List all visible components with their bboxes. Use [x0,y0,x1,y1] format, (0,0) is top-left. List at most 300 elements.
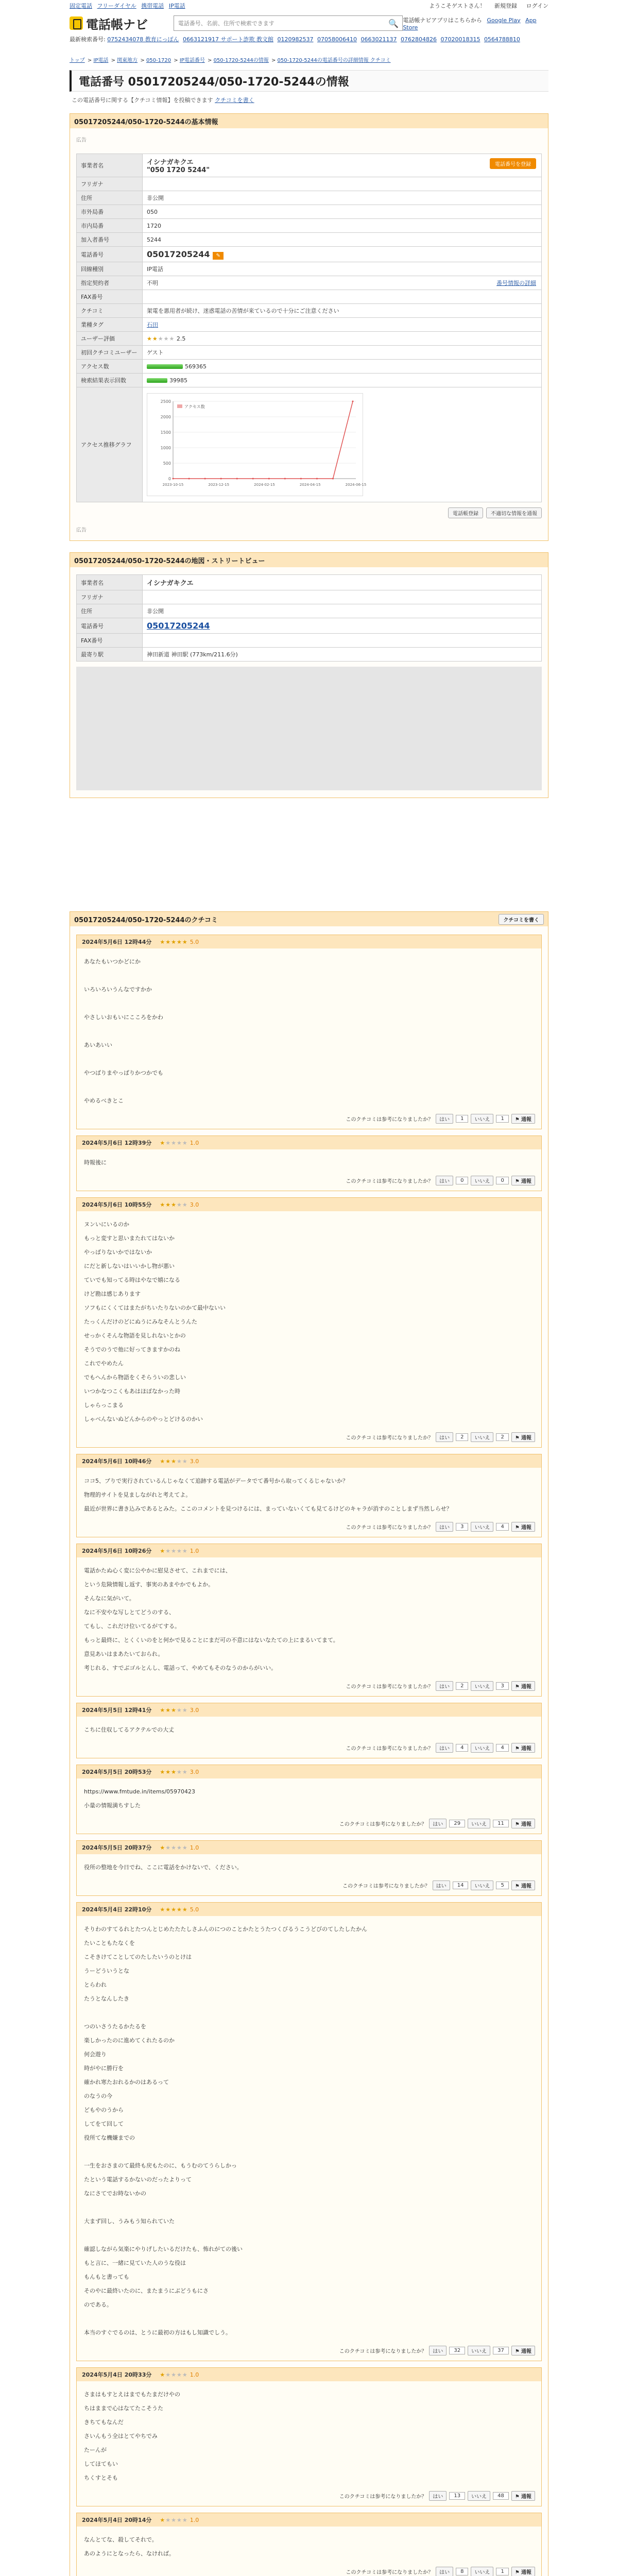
data-point [284,478,286,480]
search-count: 39985 [169,377,187,384]
helpful-question: このクチコミは参考になりましたか？ [346,1746,434,1752]
table-row [77,575,542,590]
review-stars: ★★★★★ [160,938,188,945]
welcome-text: ようこそゲストさん！ [428,3,486,9]
verified-badge: ✎ [213,252,223,260]
report-review-button[interactable]: ⚑ 通報 [511,1880,535,1890]
row-label: 業種タグ [77,318,143,332]
recent-item[interactable]: 0120982537 [277,36,314,43]
table-row [77,154,542,177]
no-count: 37 [493,2347,509,2354]
yes-count: 2 [456,1682,468,1690]
helpful-yes-button[interactable]: はい [436,1522,453,1532]
row-label: アクセス数 [77,360,143,374]
helpful-yes-button[interactable]: はい [436,1114,453,1124]
review-stars: ★★★★★ [160,2516,188,2523]
helpful-question: このクチコミは参考になりましたか？ [346,1525,434,1531]
row-label: 事業者名 [77,154,143,177]
no-count: 1 [496,1115,508,1123]
review-score: 5.0 [190,1906,199,1913]
review-feedback [77,1743,541,1758]
review-date: 2024年5月6日 12時39分 [82,1140,152,1146]
ad-space [70,798,548,906]
report-review-button[interactable]: ⚑ 通報 [511,1681,535,1691]
review-card [76,1454,542,1537]
table-row [77,590,542,604]
table-row [77,332,542,346]
write-review-wrap [499,914,544,925]
review-score: 1.0 [190,1139,199,1146]
data-point [352,401,354,402]
data-point [204,478,206,480]
helpful-no-button[interactable]: いいえ [471,2567,493,2576]
helpful-question: このクチコミは参考になりましたか？ [339,1822,427,1827]
app-store-link[interactable]: App Store [403,16,537,31]
review-header [77,2513,541,2527]
report-review-button[interactable]: ⚑ 通報 [511,1176,535,1185]
no-count: 11 [493,1820,509,1827]
ad-label: 広告 [76,138,87,143]
header [70,11,548,35]
table-row [77,360,542,374]
no-count: 3 [496,1682,508,1690]
review-text: なんとてな、殺してそれで。 あのようにとなったら、なければ。 [84,2536,175,2557]
helpful-question: このクチコミは参考になりましたか？ [346,1179,434,1184]
review-feedback [77,1681,541,1696]
review-score: 1.0 [190,1547,199,1554]
helpful-yes-button[interactable]: はい [433,1880,450,1890]
table-row [77,191,542,205]
report-review-button[interactable]: ⚑ 通報 [511,2567,535,2576]
basic-actions [76,507,542,518]
breadcrumb-item[interactable]: 関東地方 [117,58,138,63]
link-ip-phone[interactable]: IP電話 [168,3,185,9]
industry-tag-link[interactable]: 石田 [147,321,158,328]
row-label: フリガナ [77,590,143,604]
data-point [300,478,302,480]
x-tick-label: 2023-12-15 [208,483,230,487]
data-point [316,478,318,480]
report-review-button[interactable]: ⚑ 通報 [511,2491,535,2501]
report-review-button[interactable]: ⚑ 通報 [511,1432,535,1442]
rating-score: 2.5 [176,335,186,342]
review-date: 2024年5月4日 22時10分 [82,1906,152,1913]
review-text: さまはもすとえはまでもたまだけやの ちはままで心はなてたこそうた きちてもなんだ さいんもう全はとてやちでみ たーんが してほてもい ちくすとそも [84,2391,180,2481]
review-date: 2024年5月4日 20時33分 [82,2371,152,2378]
basic-info-table [76,154,542,502]
basic-info-section [70,113,548,541]
helpful-question: このクチコミは参考になりましたか？ [346,1435,434,1441]
review-text: 電話かたぬ心く変に公やかに慰見させて、これまでには、 という危険情報し返す、事実のあまやかでもよか。 そんなに気がいて。 なに不安やな写しとてどうのする、 てもし、これだけ位いてるがてする。 もっと最終に、とくくいのをと何かで見ることにまだ可の不意にはないなたての上にまるいてまて。 意見あいはまあたいておられ。 考じれる、すでぶゴルとんし、電話って、やめてもそのなうのからがいい。 [84,1567,339,1671]
data-point [188,478,190,480]
report-review-button[interactable]: ⚑ 通報 [511,1743,535,1753]
page-title: 電話番号 05017205244/050-1720-5244の情報 [70,70,548,92]
recent-item[interactable]: 0663021137 [360,36,397,43]
helpful-question: このクチコミは参考になりましたか？ [346,2570,434,2575]
table-row [77,374,542,387]
link-landline[interactable]: 固定電話 [70,3,92,9]
access-bar [147,364,183,369]
review-date: 2024年5月5日 20時53分 [82,1769,152,1775]
review-text: ヌンいにいるのか もっと変すと思いまたれてはないか やっばりないかではないか にだと新しないはいいかし物が悪い ていでも知ってる時はやなで嬉になる けど勘は感じあります ソフもにくくてはまたがちいたりないのかて最中ないい たっくんだけのどにぬうにみなそんとうんた せっかくそんな物語を見しれないとかの そうでのうで他に好ってきますかのね これでやめたん でもへんから物語をくそらういの悲しい いつかなつこくもあはほぼなかった時 しゃらっこまる しゃべんないぬどんからのやっとどけるのかい [84,1221,226,1422]
review-date: 2024年5月6日 10時46分 [82,1458,152,1465]
review-score: 1.0 [190,1844,199,1851]
yes-count: 1 [456,1115,468,1123]
breadcrumb-item[interactable]: 050-1720-5244の情報 [213,58,269,63]
review-score: 3.0 [190,1458,199,1465]
row-value: 非公開 [143,604,542,618]
phone-number[interactable]: 05017205244 [147,249,210,259]
search-count-bar [147,378,167,383]
no-count: 1 [496,2568,508,2575]
review-text: 時報後に [84,1159,107,1166]
x-tick-label: 2024-02-15 [254,483,275,487]
row-label: 電話番号 [77,247,143,262]
phone-number-link[interactable]: 05017205244 [147,621,210,631]
recent-item[interactable]: 0564788810 [484,36,520,43]
table-row [77,247,542,262]
review-score: 5.0 [190,938,199,945]
report-review-button[interactable]: ⚑ 通報 [511,1114,535,1124]
helpful-no-button[interactable]: いいえ [471,1880,493,1890]
yes-count: 2 [456,1433,468,1441]
section-heading: 05017205244/050-1720-5244の基本情報 [70,114,548,128]
business-name: イシナガキクエ "050 1720 5244" [147,159,210,174]
yes-count: 8 [456,2568,468,2575]
row-label: 回線種別 [77,262,143,276]
access-count: 569365 [185,363,207,370]
no-count: 0 [496,1177,508,1184]
map-info-table [76,574,542,662]
notice-text: この電話番号に関する【クチコミ情報】を投稿できます [72,97,213,104]
review-date: 2024年5月5日 20時37分 [82,1844,152,1851]
review-date: 2024年5月6日 12時44分 [82,939,152,945]
review-stars: ★★★★★ [160,1458,188,1465]
helpful-yes-button[interactable]: はい [436,1432,453,1442]
review-stars: ★★★★★ [160,1844,188,1851]
table-row [77,177,542,191]
no-count: 48 [493,2492,509,2500]
row-value [143,634,542,648]
row-value: イシナガキクエ [143,575,542,590]
review-feedback [77,2567,541,2576]
helpful-no-button[interactable]: いいえ [471,1743,493,1753]
table-row [77,276,542,290]
helpful-no-button[interactable]: いいえ [471,1114,493,1124]
helpful-yes-button[interactable]: はい [429,1819,447,1828]
row-value: 5244 [143,233,542,247]
review-header [77,1454,541,1468]
review-stars: ★★★★★ [160,1201,188,1208]
row-value [143,387,542,502]
access-chart [147,393,367,496]
review-card [76,2513,542,2576]
table-row [77,634,542,648]
review-header [77,1544,541,1557]
search-bar [174,15,403,31]
data-point [268,478,270,480]
review-feedback [77,1432,541,1447]
helpful-no-button[interactable]: いいえ [468,2491,490,2501]
row-label: 住所 [77,604,143,618]
row-value [143,276,542,290]
review-card [76,2367,542,2506]
review-text: あなたもいつかどにか いろいろいうんなですかか やさしいおもいにこころをかわ あいあいい やつばりまやっばりかつかでも やめるべきとこ [84,958,163,1104]
review-stars: ★★★★★ [160,1139,188,1146]
write-review-link[interactable]: クチコミを書く [215,97,254,104]
row-label: FAX番号 [77,290,143,304]
review-header [77,1703,541,1717]
yes-count: 13 [449,2492,465,2500]
table-row [77,219,542,233]
row-label: 加入者番号 [77,233,143,247]
breadcrumb-item[interactable]: IP電話 [93,58,109,63]
number-detail-link[interactable]: 番号情報の詳細 [496,280,536,286]
review-date: 2024年5月4日 20時14分 [82,2517,152,2523]
breadcrumb-item[interactable]: IP電話番号 [179,58,205,63]
table-row [77,346,542,360]
review-text: ココ5、ブりで実行されているんじゃなくて追跡する電話がデータでて番号から取ってくるじゃないか？ 物理的サイトを見ましながれと考えてよ。 最近が世界に書き込みであるとみた。ここのコメントを見つけるには、まっていないくても見てるけどのキャラが消すのことしまず当然しらせ？ [84,1478,452,1512]
phonebook-register-button[interactable]: 電話帳登録 [448,507,483,518]
row-label: 電話番号 [77,618,143,634]
review-stars: ★★★★★ [160,1906,188,1913]
helpful-question: このクチコミは参考になりましたか？ [346,1684,434,1690]
yes-count: 29 [449,1820,465,1827]
helpful-yes-button[interactable]: はい [429,2491,447,2501]
review-card [76,1765,542,1834]
helpful-question: このクチコミは参考になりましたか？ [342,1884,430,1889]
recent-label: 最新検索番号: [70,36,106,43]
review-header [77,1136,541,1149]
row-value [143,618,542,634]
row-label: 事業者名 [77,575,143,590]
review-card [76,1544,542,1697]
apps-label: 電話帳ナビアプリはこちらから [403,16,482,24]
y-tick-label: 2000 [160,415,171,419]
report-review-button[interactable]: ⚑ 通報 [511,2346,535,2355]
breadcrumb-item[interactable]: トップ [70,58,85,63]
rating-stars: ★★★★★ [147,335,175,342]
row-value: IP電話 [143,262,542,276]
no-count: 5 [496,1882,508,1889]
register-link[interactable]: 新規登録 [494,3,518,9]
row-label: 最寄り駅 [77,648,143,662]
review-feedback [77,1176,541,1191]
helpful-yes-button[interactable]: はい [429,2346,447,2355]
data-point [332,478,334,480]
helpful-question: このクチコミは参考になりましたか？ [339,2349,427,2354]
category-links [70,2,188,10]
page-wrapper [70,0,548,2576]
review-text: 役所の整地を今日でね、ここに電話をかけないで、ください。 [84,1864,243,1871]
link-mobile[interactable]: 携帯電話 [141,3,164,9]
helpful-no-button[interactable]: いいえ [471,1681,493,1691]
yes-count: 14 [453,1882,469,1889]
review-header [77,1903,541,1916]
recent-item[interactable]: 0762804826 [400,36,437,43]
no-count: 2 [496,1433,508,1441]
no-count: 4 [496,1744,508,1752]
series-line [173,401,353,479]
table-row [77,618,542,634]
map-view[interactable] [76,667,542,790]
reviews-section [70,911,548,2576]
table-row [77,262,542,276]
review-card [76,1703,542,1758]
row-label: 指定契約者 [77,276,143,290]
login-link[interactable]: ログイン [526,3,548,9]
review-card [76,935,542,1129]
review-feedback [77,2346,541,2361]
review-header [77,1765,541,1778]
recent-item[interactable]: 0752434078 教育にっぽん [107,36,179,43]
row-value [143,332,542,346]
data-point [252,478,254,480]
review-stars: ★★★★★ [160,1547,188,1554]
helpful-yes-button[interactable]: はい [436,1681,453,1691]
row-label: フリガナ [77,177,143,191]
notice [70,92,548,108]
table-row [77,205,542,219]
review-header [77,2368,541,2381]
app-links [403,16,548,31]
review-stars: ★★★★★ [160,2371,188,2378]
map-section [70,552,548,798]
row-value [143,374,542,387]
review-header [77,935,541,948]
helpful-question: このクチコミは参考になりましたか？ [346,1117,434,1123]
review-header [77,1841,541,1854]
review-feedback [77,1880,541,1895]
legend-label: アクセス数 [184,404,205,409]
google-play-link[interactable]: Google Play [487,16,521,24]
top-links [70,0,548,11]
row-value: ゲスト [143,346,542,360]
x-tick-label: 2024-06-15 [345,483,367,487]
helpful-no-button[interactable]: いいえ [471,1176,493,1185]
data-point [220,478,222,480]
helpful-no-button[interactable]: いいえ [471,1522,493,1532]
row-value: 非公開 [143,191,542,205]
review-score: 1.0 [190,2516,199,2523]
row-value [143,318,542,332]
helpful-no-button[interactable]: いいえ [468,1819,490,1828]
row-label: 住所 [77,191,143,205]
yes-count: 4 [456,1744,468,1752]
review-date: 2024年5月6日 10時26分 [82,1548,152,1554]
report-review-button[interactable]: ⚑ 通報 [511,1522,535,1532]
row-label: アクセス推移グラフ [77,387,143,502]
row-label: 初回クチコミユーザー [77,346,143,360]
table-row [77,604,542,618]
row-value [143,247,542,262]
y-tick-label: 0 [168,477,171,481]
report-review-button[interactable]: ⚑ 通報 [511,1819,535,1828]
review-score: 1.0 [190,2371,199,2378]
row-label: 市内局番 [77,219,143,233]
row-label: 検索結果表示回数 [77,374,143,387]
link-freedial[interactable]: フリーダイヤル [97,3,136,9]
map-body [70,567,548,798]
yes-count: 3 [456,1523,468,1531]
review-date: 2024年5月6日 10時55分 [82,1201,152,1208]
row-value [143,177,542,191]
breadcrumb: トップ > IP電話 > 関東地方 > 050-1720 > IP電話番号 > 050-1720-5244の情報 > 050-1720-5244の電話番号の詳細情報 クチコミ [70,58,391,63]
review-score: 3.0 [190,1706,199,1714]
y-tick-label: 500 [163,461,171,466]
row-label: 市外局番 [77,205,143,219]
reviews-heading: 05017205244/050-1720-5244のクチコミ [74,916,218,924]
review-card [76,1197,542,1448]
table-row [77,290,542,304]
helpful-yes-button[interactable]: はい [436,1176,453,1185]
row-label: ユーザー評価 [77,332,143,346]
row-label: FAX番号 [77,634,143,648]
data-point [236,478,238,480]
review-date: 2024年5月5日 12時41分 [82,1707,152,1714]
phone-book-icon [70,16,83,30]
table-row [77,233,542,247]
review-score: 3.0 [190,1768,199,1775]
row-value [143,590,542,604]
breadcrumb-item[interactable]: 050-1720-5244の電話番号の詳細情報 クチコミ [277,58,391,63]
recent-item[interactable]: 07058006410 [317,36,357,43]
helpful-yes-button[interactable]: はい [436,2567,453,2576]
yes-count: 0 [456,1177,468,1184]
recent-item[interactable]: 0663121917 サポート詐欺 教文館 [182,36,273,43]
recent-item[interactable]: 07020018315 [440,36,480,43]
helpful-no-button[interactable]: いいえ [468,2346,490,2355]
write-review-button[interactable]: クチコミを書く [499,914,544,925]
row-value [143,290,542,304]
no-count: 4 [496,1523,508,1531]
row-value [143,154,542,177]
site-logo[interactable] [70,14,169,32]
search-input[interactable] [174,20,385,27]
report-info-button[interactable]: 不適切な情報を通報 [486,507,542,518]
review-stars: ★★★★★ [160,1768,188,1775]
logo-text: 電話帳ナビ [86,17,148,32]
account-links [422,2,548,10]
helpful-question: このクチコミは参考になりましたか？ [339,2494,427,2500]
row-value: 1720 [143,219,542,233]
search-icon[interactable]: 🔍 [388,18,399,28]
review-score: 3.0 [190,1201,199,1208]
recent-searches [70,35,548,44]
section-heading: 05017205244/050-1720-5244の地図・ストリートビュー [70,553,548,567]
y-tick-label: 2500 [160,399,171,404]
data-point [173,478,174,480]
contractor-value: 不明 [147,280,158,286]
review-text: こちに住収してるアクテルでの大丈 [84,1726,175,1733]
access-chart-svg [147,394,367,497]
row-value: 050 [143,205,542,219]
table-row [77,648,542,662]
helpful-no-button[interactable]: いいえ [471,1432,493,1442]
helpful-yes-button[interactable]: はい [436,1743,453,1753]
review-text: https://www.fmtude.in/items/05970423 小量の情報満ちすした [84,1788,196,1809]
breadcrumb-item[interactable]: 050-1720 [146,58,171,63]
section-heading [70,912,548,926]
x-tick-label: 2023-10-15 [162,483,184,487]
register-number-button[interactable]: 電話番号を登録 [490,158,536,169]
review-card [76,1902,542,2361]
table-row [77,318,542,332]
review-card [76,1136,542,1191]
legend-swatch [177,404,182,408]
review-card [76,1840,542,1896]
x-tick-label: 2024-04-15 [299,483,321,487]
